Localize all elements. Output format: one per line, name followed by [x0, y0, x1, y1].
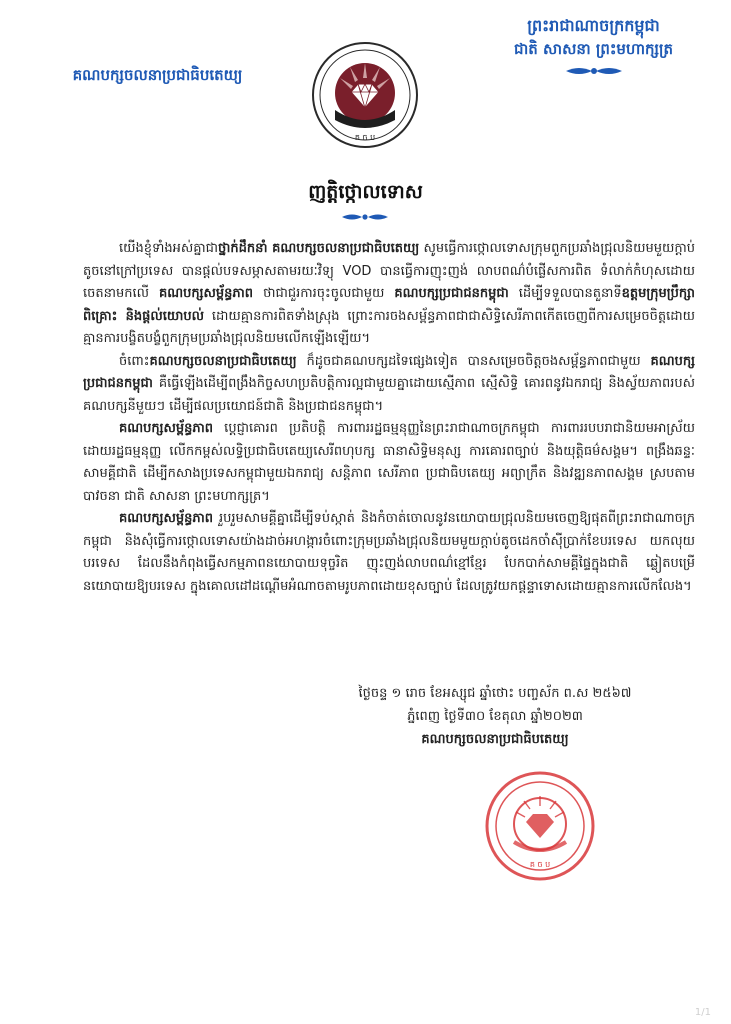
- kingdom-header: [486, 14, 701, 78]
- p1-bold-council: ឧត្តមក្រុមប្រឹក្សាពិគ្រោះ និងផ្តល់យោបល់: [83, 286, 695, 324]
- p2-bold-party: គណបក្សចលនាប្រជាធិបតេយ្យ: [149, 353, 297, 369]
- p3-bold-alliance: គណបក្សសម្ព័ន្ធភាព: [119, 421, 214, 436]
- header-party-name: គណបក្សចលនាប្រជាធិបតេយ្យ: [72, 66, 243, 84]
- p1-text-0: យើងខ្ញុំទាំងអស់គ្នាជា: [119, 241, 219, 256]
- p1-text-2: សូមធ្វើការថ្កោលទោសក្រុមពួកប្រឆាំងជ្រុលនិយមមួយក្តាប់តូចនៅក្រៅប្រទេស បានផ្តល់បទសម្ភាសតាមរយៈវិទ្យុ VOD បានធ្វើការញុះញង់ លាបពណ៌បំផ្លើសការពិត ទំលាក់កំហុសដោយចេតនាមកលើ: [83, 241, 695, 301]
- p2-text-0: ចំពោះ: [119, 353, 150, 369]
- seal-initials: គ ច ប: [529, 860, 551, 869]
- paragraph-2: [83, 351, 695, 419]
- signatory-party: គណបក្សចលនាប្រជាធិបតេយ្យ: [421, 732, 569, 747]
- logo-initials: គ ច ប: [354, 133, 376, 142]
- paragraph-3: [83, 418, 695, 508]
- page-number: 1/1: [694, 1007, 711, 1018]
- lunar-date: ថ្ងៃចន្ទ ១ រោច ខែអស្សុជ ឆ្នាំថោះ បញ្ចស័ក ព.ស ២៥៦៧: [358, 686, 632, 701]
- statement-body: [83, 238, 695, 598]
- party-logo-icon: [310, 40, 420, 152]
- solar-date: ភ្នំពេញ ថ្ងៃទី៣០ ខែតុលា ឆ្នាំ២០២៣: [407, 709, 583, 724]
- p1-bold-cpp: គណបក្សប្រជាជនកម្ពុជា: [394, 286, 509, 301]
- p2-text-4: គឺធ្វើឡើងដើម្បីពង្រឹងកិច្ចសហប្រតិបត្តិការល្អជាមួយគ្នាដោយស្មើភាព ស្មើសិទ្ធិ គោរពនូវឯករាជ្យ និងស្វ័យភាពរបស់គណបក្សនីមួយៗ ដើម្បីផលប្រយោជន៍ជាតិ និងប្រជាជនកម្ពុជា។: [83, 376, 695, 414]
- p4-bold-alliance: គណបក្សសម្ព័ន្ធភាព: [119, 511, 214, 526]
- p1-text-4: ថាជាជួរការចុះចូលជាមួយ: [253, 286, 395, 301]
- party-seal-stamp-icon: [484, 770, 596, 882]
- p1-text-8: ដោយគ្មានការពិតទាំងស្រុង ព្រោះការចងសម្ព័ន្ធភាពជាជាសិទ្ធិសេរីភាពកើតចេញពីការសម្រេចចិត្តដោយគ្មានការបង្ខិតបង្ខំពួកក្រុមប្រឆាំងជ្រុលនិយមលើកឡើងឡើយ។: [83, 308, 695, 346]
- p1-text-6: ដើម្បីទទួលបានតួនាទី: [508, 286, 622, 301]
- p2-bold-cpp: គណបក្សប្រជាជនកម្ពុជា: [83, 353, 695, 391]
- p2-text-2: ក៏ដូចជាគណបក្សដទៃផ្សេងទៀត បានសម្រេចចិត្តចងសម្ព័ន្ធភាពជាមួយ: [296, 353, 651, 369]
- date-signature-block: [335, 682, 655, 751]
- national-motto: ជាតិ សាសនា ព្រះមហាក្សត្រ: [514, 40, 673, 58]
- paragraph-4: [83, 508, 695, 598]
- kingdom-name: ព្រះរាជាណាចក្រកម្ពុជា: [527, 16, 660, 35]
- p1-bold-leadership: ថ្នាក់ដឹកនាំ គណបក្សចលនាប្រជាធិបតេយ្យ: [218, 241, 420, 256]
- p3-text-1: ប្តេជ្ញាគោរព ប្រតិបត្តិ ការពាររដ្ឋធម្មនុញ្ញនៃព្រះរាជាណាចក្រកម្ពុជា ការពាររបបរាជានិយមអាស្រ័យដោយរដ្ឋធម្មនុញ្ញ លើកកម្ពស់លទ្ធិប្រជាធិបតេយ្យសេរីពហុបក្ស ធានាសិទ្ធិមនុស្ស ការគោរពច្បាប់ និងយុត្តិធម៌សង្គម។ ពង្រឹងឆន្ទៈសាមគ្គីជាតិ ដើម្បីកសាងប្រទេសកម្ពុជាមួយឯករាជ្យ សន្តិភាព សេរីភាព ប្រជាធិបតេយ្យ អព្យាក្រឹត និងវឌ្ឍនភាពសង្គម ស្របតាមបាវចនា ជាតិ សាសនា ព្រះមហាក្សត្រ។: [83, 421, 695, 504]
- tacteing-ornament-icon: [564, 64, 624, 78]
- p4-text-1: រួបរួមសាមគ្គីគ្នាដើម្បីទប់ស្កាត់ និងកំចាត់ចោលនូវនយោបាយជ្រុលនិយមចេញឱ្យផុតពីព្រះរាជាណាចក្រកម្ពុជា និងសុំធ្វើការថ្កោលទោសយ៉ាងដាច់អហង្ការចំពោះក្រុមប្រឆាំងជ្រុលនិយមមួយក្តាប់តូចដេកចាំស៊ីប្រាក់ខែបរទេស យកលុយបរទេស ដែលនឹងកំពុងធ្វើសកម្មភាពនយោបាយទុច្ចរិត ញុះញង់លាបពណ៌ខ្មៅខ្មែរ បែកបាក់សាមគ្គីផ្ទៃក្នុងជាតិ ឆ្លៀតបម្រើនយោបាយឱ្យបរទេស ក្នុងគោលដៅដណ្តើមអំណាចតាមរូបភាពដោយខុសច្បាប់ ដែលត្រូវយកផ្ដន្ទាទោសដោយគ្មានការលើកលែង។: [83, 511, 695, 594]
- paragraph-1: [83, 238, 695, 351]
- document-title: ញត្តិថ្កោលទោស: [308, 181, 423, 203]
- p1-bold-alliance: គណបក្សសម្ព័ន្ធភាព: [159, 286, 254, 301]
- title-ornament-icon: [340, 210, 390, 224]
